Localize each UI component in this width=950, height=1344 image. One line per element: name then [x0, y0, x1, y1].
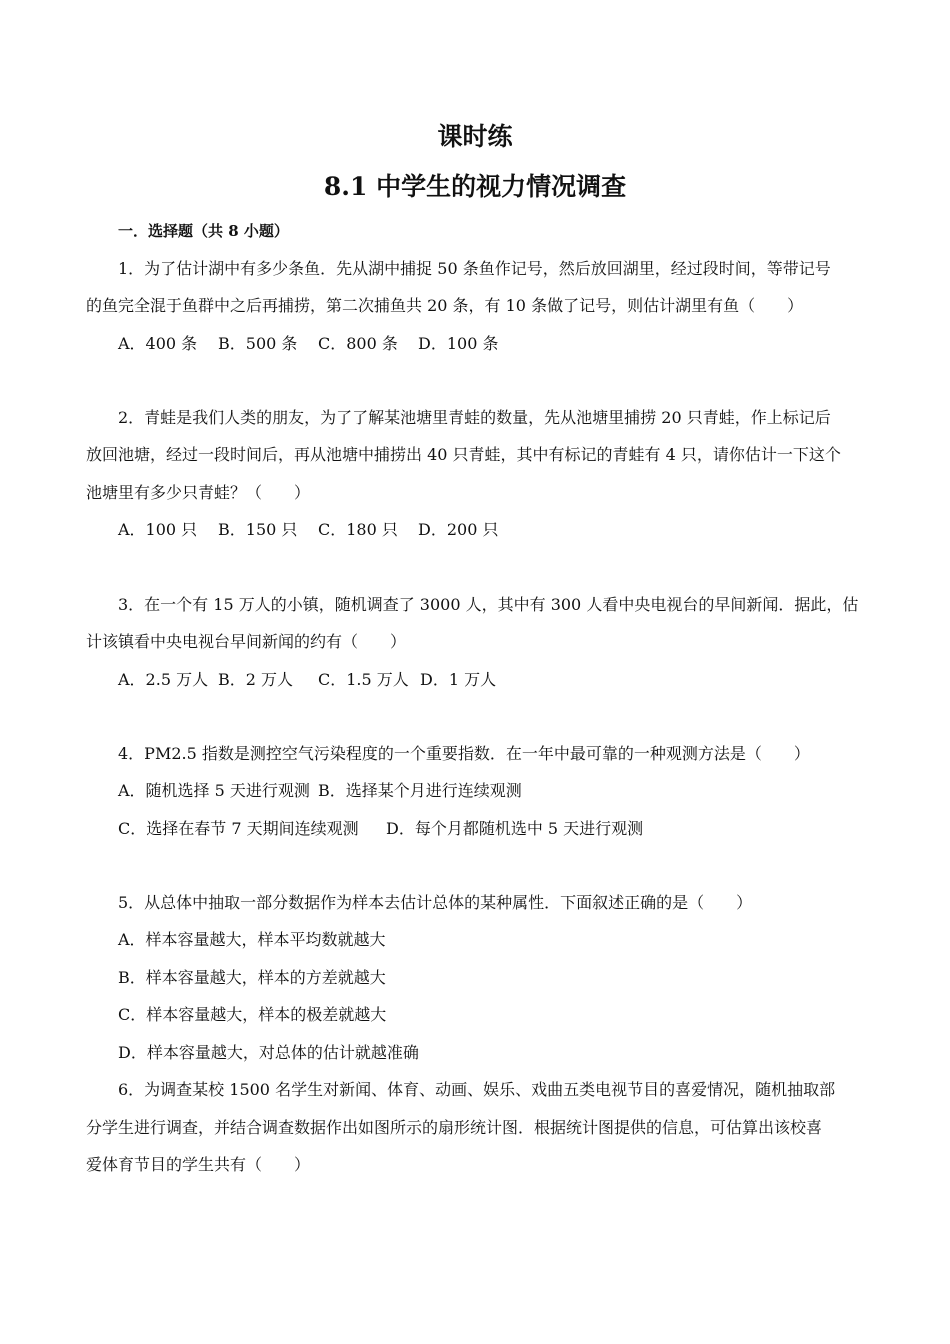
question-text: 4．PM2.5 指数是测控空气污染程度的一个重要指数．在一年中最可靠的一种观测方法是（ ）	[118, 744, 810, 763]
option-c: C．800 条	[318, 334, 398, 353]
question-text: 爱体育节目的学生共有（ ）	[86, 1155, 311, 1174]
page-subtitle: 8.1 中学生的视力情况调查	[323, 172, 627, 201]
option-d: D．100 条	[418, 334, 499, 353]
question-text: 5．从总体中抽取一部分数据作为样本去估计总体的某种属性．下面叙述正确的是（ ）	[118, 893, 753, 912]
option-a: A．样本容量越大，样本平均数就越大	[118, 930, 386, 949]
page-title: 课时练	[437, 122, 513, 151]
option-b: B．样本容量越大，样本的方差就越大	[118, 968, 386, 987]
option-b: B．500 条	[218, 334, 298, 353]
section-heading: 一．选择题（共 8 小题）	[118, 222, 289, 240]
question-text: 2．青蛙是我们人类的朋友，为了了解某池塘里青蛙的数量，先从池塘里捕捞 20 只青蛙，作上标记后	[118, 408, 831, 427]
question-text: 池塘里有多少只青蛙？（ ）	[86, 483, 311, 502]
question-text: 的鱼完全混于鱼群中之后再捕捞，第二次捕鱼共 20 条，有 10 条做了记号，则估计湖里有鱼（ ）	[86, 296, 804, 315]
question-text: 放回池塘，经过一段时间后，再从池塘中捕捞出 40 只青蛙，其中有标记的青蛙有 4 只，请你估计一下这个	[86, 445, 841, 464]
option-b: B．选择某个月进行连续观测	[318, 781, 522, 800]
option-d: D．1 万人	[420, 670, 497, 689]
question-text: 6．为调查某校 1500 名学生对新闻、体育、动画、娱乐、戏曲五类电视节目的喜爱情况，随机抽取部	[118, 1080, 836, 1099]
option-c: C．样本容量越大，样本的极差就越大	[118, 1005, 387, 1024]
option-d: D．每个月都随机选中 5 天进行观测	[386, 819, 644, 838]
question-text: 分学生进行调查，并结合调查数据作出如图所示的扇形统计图．根据统计图提供的信息，可估算出该校喜	[86, 1118, 823, 1137]
option-c: C．180 只	[318, 520, 398, 539]
option-c: C．选择在春节 7 天期间连续观测	[118, 819, 359, 838]
question-text: 3．在一个有 15 万人的小镇，随机调查了 3000 人，其中有 300 人看中央电视台的早间新闻．据此，估	[118, 595, 859, 614]
option-b: B．150 只	[218, 520, 298, 539]
option-a: A．2.5 万人	[118, 670, 209, 689]
question-text: 1．为了估计湖中有多少条鱼．先从湖中捕捉 50 条鱼作记号，然后放回湖里，经过段时间，等带记号	[118, 259, 831, 278]
option-a: A．100 只	[118, 520, 198, 539]
option-a: A．400 条	[118, 334, 198, 353]
option-b: B．2 万人	[218, 670, 294, 689]
option-c: C．1.5 万人	[318, 670, 409, 689]
question-text: 计该镇看中央电视台早间新闻的约有（ ）	[86, 632, 407, 651]
option-d: D．200 只	[418, 520, 499, 539]
option-a: A．随机选择 5 天进行观测	[118, 781, 310, 800]
option-d: D．样本容量越大，对总体的估计就越准确	[118, 1043, 419, 1062]
